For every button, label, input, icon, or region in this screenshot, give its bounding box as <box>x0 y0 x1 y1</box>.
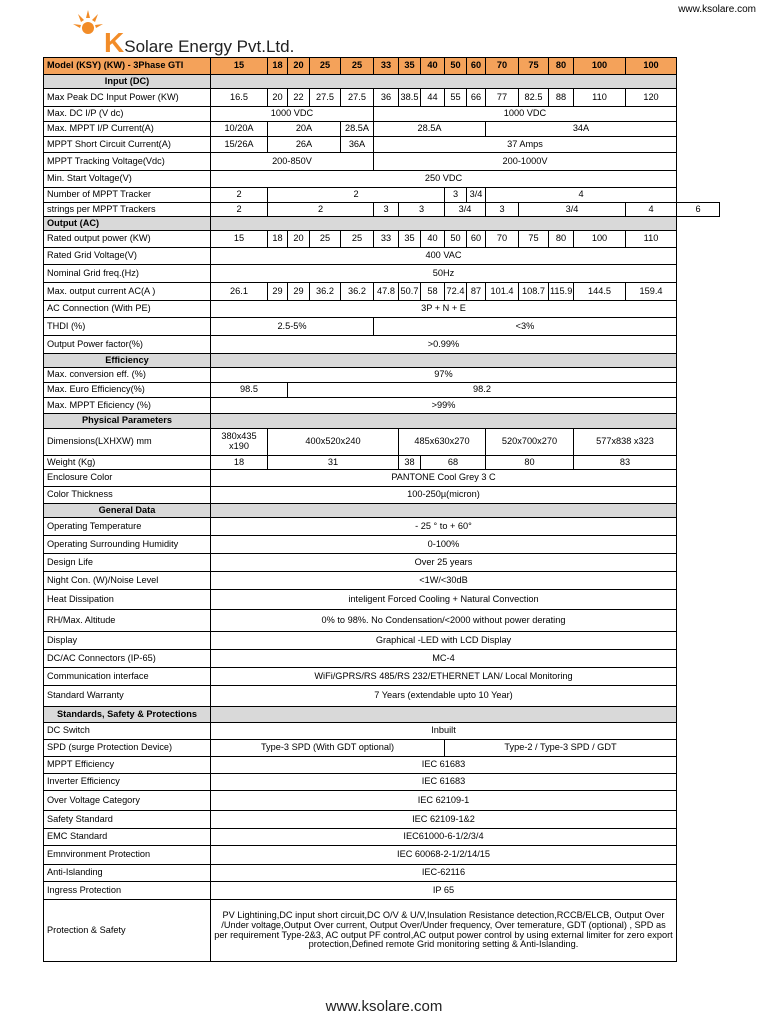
value-cell: IEC 62109-1&2 <box>211 811 677 829</box>
protection-text: PV Lightining,DC input short circuit,DC O/V & U/V,Insulation Resistance detection,RCCB/ELCB, Output Over /Under voltage,Output Over current, Output Over/Under frequency, Over temerature, GDT (optional) , SPD as per requirement Type-2&3, AC output PF control,AC output power control by using external limiter for zero export protection,Defined remote Grid monitoring setting & Anti-Islanding. <box>211 900 677 962</box>
value-cell: 110 <box>626 231 677 248</box>
row-label: Color Thickness <box>44 487 211 504</box>
value-cell: 1000 VDC <box>374 107 677 122</box>
row-ac-conn <box>44 301 720 318</box>
value-cell: IEC-62116 <box>211 865 677 882</box>
row-label: Max. Euro Efficiency(%) <box>44 383 211 398</box>
header-label: Model (KSY) (KW) - 3Phase GTI <box>44 58 211 75</box>
value-cell: 31 <box>268 456 399 470</box>
value-cell: 144.5 <box>574 283 626 301</box>
value-cell: 87 <box>467 283 486 301</box>
row-label: DC Switch <box>44 723 211 740</box>
value-cell: 3 <box>486 203 519 217</box>
model-cell: 25 <box>341 58 374 75</box>
row-max-conv <box>44 368 720 383</box>
value-cell: 0-100% <box>211 536 677 554</box>
value-cell: inteligent Forced Cooling + Natural Convection <box>211 590 677 610</box>
row-label: Design Life <box>44 554 211 572</box>
value-cell: 27.5 <box>310 89 341 107</box>
value-cell: 20 <box>288 231 310 248</box>
value-cell: 29 <box>288 283 310 301</box>
row-mppt-short <box>44 137 720 153</box>
value-cell: 36A <box>341 137 374 153</box>
value-cell: 28.5A <box>374 122 486 137</box>
value-cell: 77 <box>486 89 519 107</box>
value-cell: 50Hz <box>211 265 677 283</box>
value-cell: 25 <box>341 231 374 248</box>
value-cell: 4 <box>626 203 677 217</box>
value-cell: 70 <box>486 231 519 248</box>
row-label: Anti-Islanding <box>44 865 211 882</box>
row-label: MPPT Efficiency <box>44 757 211 774</box>
value-cell: 15/26A <box>211 137 268 153</box>
value-cell: 20A <box>268 122 341 137</box>
row-label: Standard Warranty <box>44 686 211 707</box>
row-anti-islanding <box>44 865 720 882</box>
value-cell: 3/4 <box>467 188 486 203</box>
value-cell: 50 <box>445 231 467 248</box>
value-cell: <3% <box>374 318 677 336</box>
row-mppt-current <box>44 122 720 137</box>
value-cell: Type-3 SPD (With GDT optional) <box>211 740 445 757</box>
model-cell: 35 <box>399 58 421 75</box>
value-cell: 3 <box>374 203 399 217</box>
section-title: Physical Parameters <box>44 414 211 429</box>
value-cell: 80 <box>486 456 574 470</box>
value-cell: 200-850V <box>211 153 374 171</box>
value-cell: 3P + N + E <box>211 301 677 318</box>
row-label: Number of MPPT Tracker <box>44 188 211 203</box>
row-max-dc <box>44 107 720 122</box>
header-row <box>44 58 720 75</box>
value-cell: 88 <box>549 89 574 107</box>
model-cell: 33 <box>374 58 399 75</box>
row-label: Inverter Efficiency <box>44 774 211 791</box>
value-cell: 44 <box>421 89 445 107</box>
model-cell: 18 <box>268 58 288 75</box>
row-rh <box>44 610 720 632</box>
row-label: Operating Temperature <box>44 518 211 536</box>
value-cell: - 25 ° to + 60° <box>211 518 677 536</box>
row-label: MPPT Short Circuit Current(A) <box>44 137 211 153</box>
value-cell: 55 <box>445 89 467 107</box>
section-general <box>44 504 720 518</box>
row-strings <box>44 203 720 217</box>
value-cell: 0% to 98%. No Condensation/<2000 without power derating <box>211 610 677 632</box>
value-cell: 20 <box>268 89 288 107</box>
row-label: DC/AC Connectors (IP-65) <box>44 650 211 668</box>
value-cell: 380x435 x190 <box>211 429 268 456</box>
row-label: Dimensions(LXHXW) mm <box>44 429 211 456</box>
section-input <box>44 75 720 89</box>
value-cell: 108.7 <box>519 283 549 301</box>
value-cell: 80 <box>549 231 574 248</box>
row-label: Weight (Kg) <box>44 456 211 470</box>
row-label: Max. DC I/P (V dc) <box>44 107 211 122</box>
value-cell: IP 65 <box>211 882 677 900</box>
logo-letter-k: K <box>104 27 125 58</box>
value-cell: 3/4 <box>445 203 486 217</box>
model-cell: 40 <box>421 58 445 75</box>
section-title: Standards, Safety & Protections <box>44 707 211 723</box>
row-label: Max. output current AC(A ) <box>44 283 211 301</box>
value-cell: 2.5-5% <box>211 318 374 336</box>
row-label: Safety Standard <box>44 811 211 829</box>
row-label: Protection & Safety <box>44 900 211 962</box>
row-heat <box>44 590 720 610</box>
section-title: Input (DC) <box>44 75 211 89</box>
value-cell: PANTONE Cool Grey 3 C <box>211 470 677 487</box>
value-cell: IEC 61683 <box>211 774 677 791</box>
value-cell: 18 <box>211 456 268 470</box>
row-mppt-tracking <box>44 153 720 171</box>
row-comm <box>44 668 720 686</box>
value-cell: 38 <box>399 456 421 470</box>
value-cell: WiFi/GPRS/RS 485/RS 232/ETHERNET LAN/ Local Monitoring <box>211 668 677 686</box>
row-label: Min. Start Voltage(V) <box>44 171 211 188</box>
value-cell: 34A <box>486 122 677 137</box>
row-label: EMC Standard <box>44 829 211 846</box>
value-cell: 200-1000V <box>374 153 677 171</box>
row-label: Rated Grid Voltage(V) <box>44 248 211 265</box>
value-cell: 98.2 <box>288 383 677 398</box>
row-thdi <box>44 318 720 336</box>
sun-logo-icon <box>70 8 106 48</box>
value-cell: 120 <box>626 89 677 107</box>
value-cell: IEC 61683 <box>211 757 677 774</box>
section-physical <box>44 414 720 429</box>
value-cell: >99% <box>211 398 677 414</box>
row-label: Max Peak DC Input Power (KW) <box>44 89 211 107</box>
row-warranty <box>44 686 720 707</box>
value-cell: <1W/<30dB <box>211 572 677 590</box>
value-cell: Inbuilt <box>211 723 677 740</box>
row-pf <box>44 336 720 354</box>
company-name <box>104 27 294 59</box>
value-cell: 98.5 <box>211 383 288 398</box>
spec-table <box>43 57 720 962</box>
value-cell: 4 <box>486 188 677 203</box>
row-label: Nominal Grid freq.(Hz) <box>44 265 211 283</box>
value-cell: 400x520x240 <box>268 429 399 456</box>
row-ingress <box>44 882 720 900</box>
value-cell: 7 Years (extendable upto 10 Year) <box>211 686 677 707</box>
value-cell: IEC 62109-1 <box>211 791 677 811</box>
row-emc <box>44 829 720 846</box>
value-cell: 36.2 <box>310 283 341 301</box>
value-cell: 66 <box>467 89 486 107</box>
value-cell: 58 <box>421 283 445 301</box>
value-cell: 37 Amps <box>374 137 677 153</box>
row-max-current <box>44 283 720 301</box>
value-cell: 82.5 <box>519 89 549 107</box>
row-label: Display <box>44 632 211 650</box>
model-cell: 100 <box>626 58 677 75</box>
row-min-start <box>44 171 720 188</box>
value-cell: 35 <box>399 231 421 248</box>
value-cell: 101.4 <box>486 283 519 301</box>
value-cell: 26.1 <box>211 283 268 301</box>
value-cell: 29 <box>268 283 288 301</box>
value-cell: 38.5 <box>399 89 421 107</box>
row-label: Max. conversion eff. (%) <box>44 368 211 383</box>
model-cell: 75 <box>519 58 549 75</box>
row-label: Max. MPPT I/P Current(A) <box>44 122 211 137</box>
section-standards <box>44 707 720 723</box>
model-cell: 70 <box>486 58 519 75</box>
value-cell: 28.5A <box>341 122 374 137</box>
model-cell: 50 <box>445 58 467 75</box>
value-cell: 577x838 x323 <box>574 429 677 456</box>
model-cell: 100 <box>574 58 626 75</box>
section-title: Efficiency <box>44 354 211 368</box>
value-cell: 3/4 <box>519 203 626 217</box>
value-cell: 485x630x270 <box>399 429 486 456</box>
value-cell: Type-2 / Type-3 SPD / GDT <box>445 740 677 757</box>
model-cell: 60 <box>467 58 486 75</box>
value-cell: 100-250µ(micron) <box>211 487 677 504</box>
row-label: Communication interface <box>44 668 211 686</box>
value-cell: 27.5 <box>341 89 374 107</box>
row-label: strings per MPPT Trackers <box>44 203 211 217</box>
value-cell: 250 VDC <box>211 171 677 188</box>
model-cell: 80 <box>549 58 574 75</box>
row-label: Output Power factor(%) <box>44 336 211 354</box>
value-cell: Graphical -LED with LCD Display <box>211 632 677 650</box>
value-cell: 83 <box>574 456 677 470</box>
value-cell: 400 VAC <box>211 248 677 265</box>
section-output <box>44 217 720 231</box>
row-label: SPD (surge Protection Device) <box>44 740 211 757</box>
value-cell: 2 <box>211 188 268 203</box>
row-spd <box>44 740 720 757</box>
value-cell: 47.8 <box>374 283 399 301</box>
value-cell: 25 <box>310 231 341 248</box>
row-rated-power <box>44 231 720 248</box>
value-cell: 2 <box>268 188 445 203</box>
value-cell: 16.5 <box>211 89 268 107</box>
model-cell: 15 <box>211 58 268 75</box>
value-cell: MC-4 <box>211 650 677 668</box>
value-cell: 18 <box>268 231 288 248</box>
value-cell: 97% <box>211 368 677 383</box>
value-cell: 115.9 <box>549 283 574 301</box>
value-cell: 40 <box>421 231 445 248</box>
section-efficiency <box>44 354 720 368</box>
row-max-peak <box>44 89 720 107</box>
value-cell: 15 <box>211 231 268 248</box>
website-url-top[interactable]: www.ksolare.com <box>678 4 756 15</box>
row-label: Ingress Protection <box>44 882 211 900</box>
row-label: Operating Surrounding Humidity <box>44 536 211 554</box>
row-weight <box>44 456 720 470</box>
model-cell: 25 <box>310 58 341 75</box>
row-dimensions <box>44 429 720 456</box>
value-cell: 520x700x270 <box>486 429 574 456</box>
value-cell: IEC 60068-2-1/2/14/15 <box>211 846 677 865</box>
row-enclosure <box>44 470 720 487</box>
row-label: MPPT Tracking Voltage(Vdc) <box>44 153 211 171</box>
row-inverter-efficiency <box>44 774 720 791</box>
section-title: General Data <box>44 504 211 518</box>
value-cell: 1000 VDC <box>211 107 374 122</box>
value-cell: 36 <box>374 89 399 107</box>
value-cell: IEC61000-6-1/2/3/4 <box>211 829 677 846</box>
row-ovc <box>44 791 720 811</box>
row-euro <box>44 383 720 398</box>
row-label: Heat Dissipation <box>44 590 211 610</box>
row-label: AC Connection (With PE) <box>44 301 211 318</box>
row-rated-voltage <box>44 248 720 265</box>
value-cell: 2 <box>268 203 374 217</box>
value-cell: 26A <box>268 137 341 153</box>
row-freq <box>44 265 720 283</box>
row-label: RH/Max. Altitude <box>44 610 211 632</box>
value-cell: 3 <box>445 188 467 203</box>
row-humidity <box>44 536 720 554</box>
value-cell: Over 25 years <box>211 554 677 572</box>
value-cell: 6 <box>677 203 720 217</box>
row-display <box>44 632 720 650</box>
value-cell: 2 <box>211 203 268 217</box>
row-label: Max. MPPT Eficiency (%) <box>44 398 211 414</box>
value-cell: 36.2 <box>341 283 374 301</box>
value-cell: 50.7 <box>399 283 421 301</box>
row-mppt-efficiency <box>44 757 720 774</box>
row-label: THDI (%) <box>44 318 211 336</box>
value-cell: 60 <box>467 231 486 248</box>
section-title: Output (AC) <box>44 217 211 231</box>
value-cell: 3 <box>399 203 445 217</box>
row-env <box>44 846 720 865</box>
row-label: Over Voltage Category <box>44 791 211 811</box>
value-cell: 10/20A <box>211 122 268 137</box>
value-cell: 159.4 <box>626 283 677 301</box>
row-mppt-eff <box>44 398 720 414</box>
row-label: Emnvironment Protection <box>44 846 211 865</box>
row-label: Enclosure Color <box>44 470 211 487</box>
logo-company-text: Solare Energy Pvt.Ltd. <box>124 37 295 56</box>
row-label: Night Con. (W)/Noise Level <box>44 572 211 590</box>
row-label: Rated output power (KW) <box>44 231 211 248</box>
row-safety <box>44 811 720 829</box>
row-night <box>44 572 720 590</box>
model-cell: 20 <box>288 58 310 75</box>
value-cell: 75 <box>519 231 549 248</box>
value-cell: >0.99% <box>211 336 677 354</box>
row-protection <box>44 900 720 962</box>
website-url-bottom[interactable]: www.ksolare.com <box>325 998 443 1015</box>
row-num-trackers <box>44 188 720 203</box>
value-cell: 33 <box>374 231 399 248</box>
row-color-thickness <box>44 487 720 504</box>
row-design-life <box>44 554 720 572</box>
row-connectors <box>44 650 720 668</box>
value-cell: 68 <box>421 456 486 470</box>
value-cell: 110 <box>574 89 626 107</box>
value-cell: 22 <box>288 89 310 107</box>
row-op-temp <box>44 518 720 536</box>
value-cell: 72.4 <box>445 283 467 301</box>
row-dc-switch <box>44 723 720 740</box>
value-cell: 100 <box>574 231 626 248</box>
